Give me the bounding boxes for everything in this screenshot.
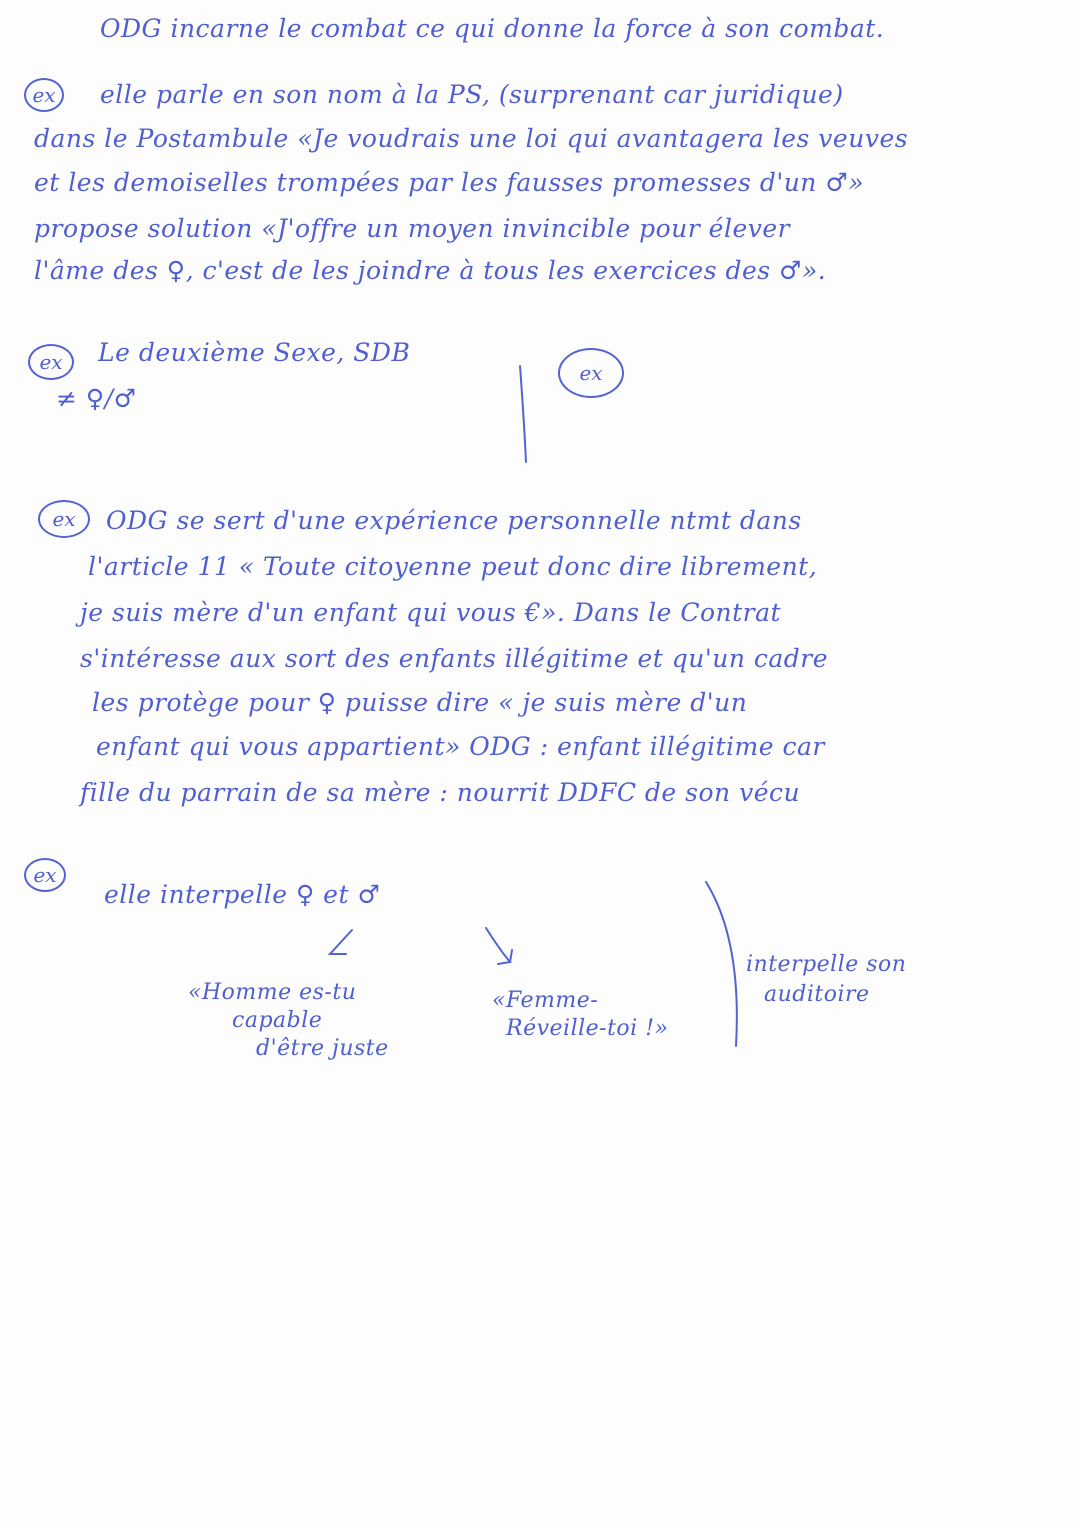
block1-line-5: l'âme des ♀, c'est de les joindre à tous les exercices des ♂». [34, 256, 827, 285]
quote-femme-line-2: Réveille-toi !» [506, 1016, 669, 1041]
quote-homme-line-3: d'être juste [256, 1036, 389, 1061]
ex-marker-empty: ex [558, 348, 624, 398]
intro-line: ODG incarne le combat ce qui donne la force à son combat. [100, 14, 885, 43]
ex-marker-4: ex [24, 858, 66, 892]
ex-marker-1: ex [24, 78, 64, 112]
block1-line-2: dans le Postambule «Je voudrais une loi qui avantagera les veuves [34, 124, 909, 153]
block3-line-3: je suis mère d'un enfant qui vous €». Dans le Contrat [80, 598, 782, 627]
bracket-stroke [706, 882, 737, 1046]
vertical-divider-stroke [520, 366, 526, 462]
block3-line-5: les protège pour ♀ puisse dire « je suis mère d'un [92, 688, 748, 717]
arrow-left-stroke [330, 930, 352, 954]
note-line-1: interpelle son [746, 952, 907, 977]
ex-marker-2: ex [28, 344, 74, 380]
quote-homme-line-1: «Homme es-tu [188, 980, 357, 1005]
block3-line-6: enfant qui vous appartient» ODG : enfant illégitime car [96, 732, 825, 761]
block1-line-1: elle parle en son nom à la PS, (surprenant car juridique) [100, 80, 844, 109]
block2-title: Le deuxième Sexe, SDB [98, 338, 411, 367]
arrow-right-stroke [486, 928, 512, 964]
ex-marker-3: ex [38, 500, 90, 538]
block3-line-4: s'intéresse aux sort des enfants illégitime et qu'un cadre [80, 644, 829, 673]
quote-femme-line-1: «Femme- [492, 988, 599, 1013]
block1-line-4: propose solution «J'offre un moyen invincible pour élever [34, 214, 791, 243]
block2-sub: ≠ ♀/♂ [56, 384, 137, 413]
block1-line-3: et les demoiselles trompées par les fausses promesses d'un ♂» [34, 168, 865, 197]
block3-line-7: fille du parrain de sa mère : nourrit DDFC de son vécu [80, 778, 801, 807]
block3-line-1: ODG se sert d'une expérience personnelle ntmt dans [106, 506, 802, 535]
block4-intro: elle interpelle ♀ et ♂ [104, 880, 381, 909]
block3-line-2: l'article 11 « Toute citoyenne peut donc dire librement, [88, 552, 818, 581]
note-line-2: auditoire [764, 982, 870, 1007]
quote-homme-line-2: capable [232, 1008, 323, 1033]
